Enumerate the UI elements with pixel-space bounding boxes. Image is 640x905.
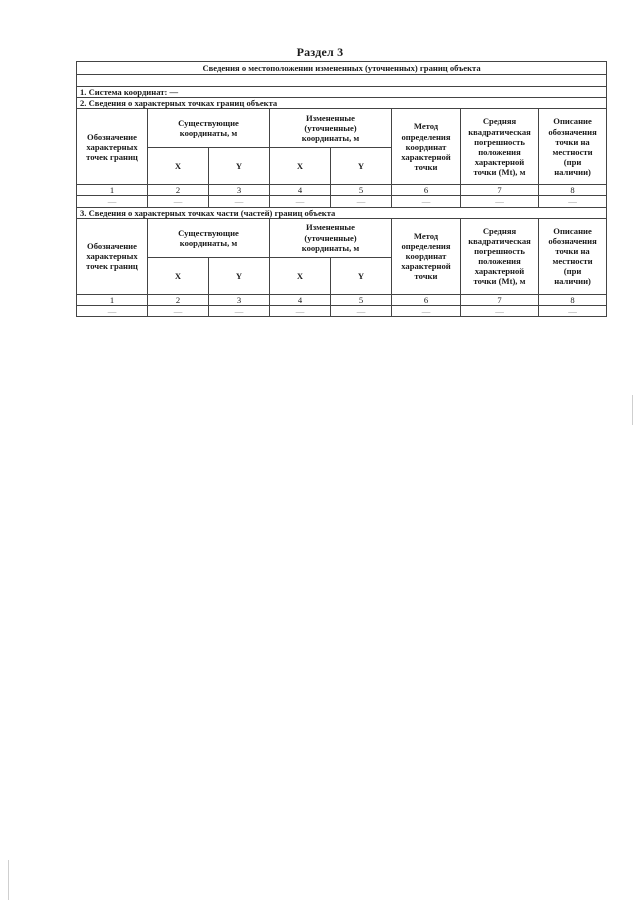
table-cell: — [77,305,148,316]
column-number: 5 [331,294,392,305]
table-caption: Сведения о местоположении измененных (уточненных) границ объекта [77,62,607,75]
table-cell: — [539,305,607,316]
blank-row [77,75,607,87]
column-number: 4 [270,294,331,305]
column-number: 6 [392,185,461,196]
column-number: 7 [461,185,539,196]
header-method: Метод определения координат характерной точки [392,218,461,294]
table-cell: — [331,305,392,316]
table-cell: — [209,305,270,316]
scan-artifact [632,395,633,425]
coordinate-system: 1. Система координат: — [77,87,607,98]
table-cell: — [461,196,539,207]
table-row [77,196,607,207]
column-number: 3 [209,185,270,196]
header-changed-y: Y [331,257,392,294]
header-description: Описание обозначения точки на местности (при наличии) [539,218,607,294]
header-existing-y: Y [209,257,270,294]
header-existing-coordinates: Существующие координаты, м [148,218,270,257]
table-cell: — [461,305,539,316]
column-number: 6 [392,294,461,305]
header-changed-coordinates: Измененные (уточненные) координаты, м [270,109,392,148]
header-mean-error: Средняя квадратическая погрешность положения характерной точки (Mt), м [461,109,539,185]
header-existing-y: Y [209,148,270,185]
column-number: 2 [148,185,209,196]
column-number: 3 [209,294,270,305]
page-title: Раздел 3 [296,45,344,59]
column-number: 1 [77,294,148,305]
table-cell: — [270,305,331,316]
column-number: 4 [270,185,331,196]
column-number: 7 [461,294,539,305]
header-designation: Обозначение характерных точек границ [77,109,148,185]
header-changed-x: X [270,148,331,185]
table-cell: — [270,196,331,207]
table-cell: — [148,196,209,207]
header-designation: Обозначение характерных точек границ [77,218,148,294]
boundary-table [76,61,607,317]
table-cell: — [148,305,209,316]
column-number: 8 [539,294,607,305]
header-mean-error: Средняя квадратическая погрешность положения характерной точки (Mt), м [461,218,539,294]
column-number: 8 [539,185,607,196]
column-number: 5 [331,185,392,196]
section-title: 2. Сведения о характерных точках границ объекта [77,98,607,109]
header-existing-coordinates: Существующие координаты, м [148,109,270,148]
scan-artifact [8,860,9,900]
header-changed-x: X [270,257,331,294]
header-existing-x: X [148,257,209,294]
header-description: Описание обозначения точки на местности (при наличии) [539,109,607,185]
table-cell: — [331,196,392,207]
header-changed-coordinates: Измененные (уточненные) координаты, м [270,218,392,257]
table-cell: — [209,196,270,207]
table-cell: — [392,305,461,316]
section-title: 3. Сведения о характерных точках части (частей) границ объекта [77,207,607,218]
column-number: 1 [77,185,148,196]
table-cell: — [77,196,148,207]
header-method: Метод определения координат характерной точки [392,109,461,185]
header-changed-y: Y [331,148,392,185]
table-cell: — [539,196,607,207]
header-existing-x: X [148,148,209,185]
column-number: 2 [148,294,209,305]
table-cell: — [392,196,461,207]
table-row [77,305,607,316]
